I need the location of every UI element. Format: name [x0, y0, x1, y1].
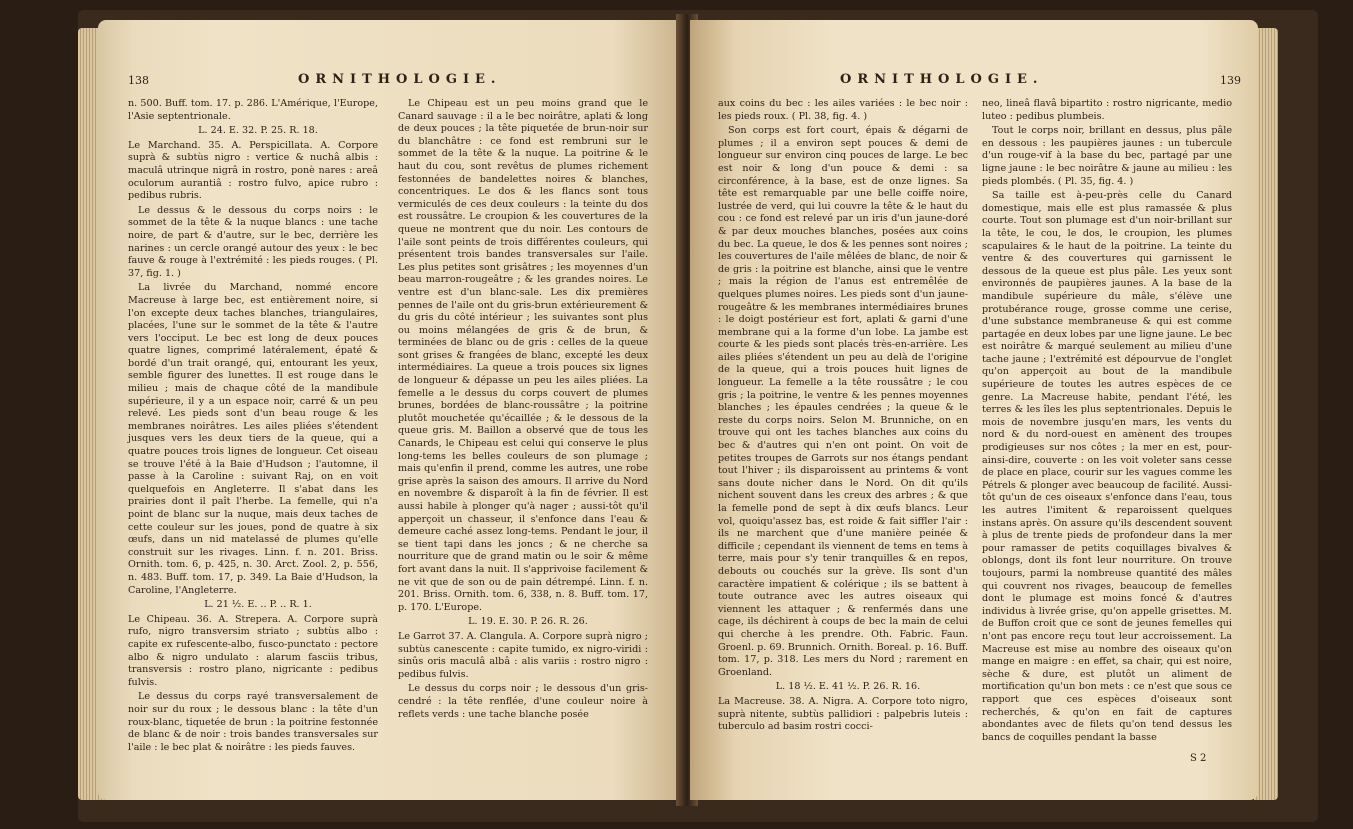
- paragraph: L. 24. E. 32. P. 25. R. 18.: [198, 125, 318, 137]
- paragraph: L. 18 ½. E. 41 ½. P. 26. R. 16.: [775, 681, 921, 693]
- paragraph: Le dessus & le dessous du corps noirs : le sommet de la tête & la nuque blancs : une tache noire, de part & d'autre, sur le bec, derrière les narines : un cercle orangé autour des yeux : le bec fauve & rouge à l'extrémité : les pieds rouges. ( Pl. 37, fig. 1. ): [128, 204, 378, 279]
- paragraph: L. 21 ½. E. .. P. .. R. 1.: [204, 599, 312, 611]
- right-column-1: [718, 98, 968, 736]
- paragraph: Sa taille est à-peu-près celle du Canard domestique, mais elle est plus ramassée & plus courte. Tout son plumage est d'un noir-brillant sur la tête, le cou, le dos, le croupion, les plumes scapulaires & le haut de la poitrine. La teinte du ventre & des couvertures qui garnissent le dessous de la queue est plus pâle. Les yeux sont environnés de paupières jaunes. A la base de la mandibule supérieure du mâle, s'élève une protubérance rouge, grosse comme une cerise, d'une substance membraneuse & qui est comme partagée en deux lobes par une ligne jaune. Le bec est noirâtre & marqué seulement au milieu d'une tache jaune ; l'extrémité est dépourvue de l'onglet qu'on apperçoit au bout de la mandibule supérieure de toutes les autres espèces de ce genre. La Macreuse habite, pendant l'été, les terres & les îles les plus septentrionales. Depuis le mois de novembre jusqu'en mars, les vents du nord & du nord-ouest en amènent des troupes prodigieuses sur nos côtes ; la mer en est, pour-ainsi-dire, couverte : on les voit voleter sans cesse de place en place, courir sur les vagues comme les Pétrels & plonger avec beaucoup de facilité. Aussi-tôt qu'un de ces oiseaux s'enfonce dans l'eau, tous les autres l'imitent & reparoissent quelques instans après. On assure qu'ils descendent souvent à plus de trente pieds de profondeur dans la mer pour ramasser de petits coquillages bivalves & oblongs, dont ils font leur nourriture. On trouve toujours, parmi la nombreuse quantité des mâles qui couvrent nos rivages, beaucoup de femelles dont le plumage est moins foncé & d'autres individus à livrée grise, qu'on appelle grisettes. M. de Buffon croit que ce sont de jeunes femelles qui n'ont pas encore reçu tout leur accroissement. La Macreuse est mise au nombre des oiseaux qu'on mange en maigre : en effet, sa chair, qui est noire, sèche & dure, est plutôt un aliment de mortification qu'un bon mets : ce n'est que sous ce rapport que ces espèces d'oiseaux sont recherchés, & qu'on en fait de captures abondantes avec de filets qu'on tend dessus les bancs de coquilles pendant la basse: [982, 190, 1232, 743]
- signature-mark: S 2: [1190, 753, 1207, 764]
- left-page: [98, 20, 683, 800]
- left-column-1: [128, 98, 378, 756]
- left-column-2: [398, 98, 648, 723]
- paragraph: neo, lineâ flavâ bipartito : rostro nigricante, medio luteo : pedibus plumbeis.: [982, 98, 1232, 122]
- right-column-2: [982, 98, 1232, 746]
- paragraph: Son corps est fort court, épais & dégarni de plumes ; il a environ sept pouces & demi de longueur sur environ cinq pouces de large. Le bec est noir & long d'un pouce & demi : sa circonférence, à la base, est de onze lignes. Sa tête est remarquable par une belle coiffe noire, lustrée de verd, qui lui couvre la tête & le haut du cou : ce fond est relevé par un iris d'un jaune-doré & par deux mouches blanches, posées aux coins du bec. La queue, le dos & les pennes sont noires ; les couvertures de l'aile mêlées de blanc, de noir & de gris : la poitrine est blanche, ainsi que le ventre ; mais la région de l'anus est entremêlée de quelques plumes noires. Les pieds sont d'un jaune-rougeâtre & les membranes intermédiaires brunes : le doigt postérieur est fort, aplati & garni d'une membrane qui a la forme d'un lobe. La jambe est courte & les pieds sont placés très-en-arrière. Les ailes pliées s'étendent un peu au delà de l'origine de la queue, qui a trois pouces huit lignes de longueur. La femelle a la tête roussâtre ; le cou gris ; la poitrine, le ventre & les pennes moyennes blanches ; les épaules cendrées ; la queue & le reste du corps noirs. Selon M. Brunniche, on en trouve qui ont les taches blanches aux coins du bec & d'autres qui n'en ont point. On voit de petites troupes de Garrots sur nos étangs pendant tout l'hiver ; ils disparoissent au printems & vont sans doute nicher dans le Nord. On dit qu'ils nichent souvent dans les creux des arbres ; & que la femelle pond de sept à dix œufs blancs. Leur vol, quoiqu'assez bas, est roide & fait siffler l'air : ils ne marchent que d'une manière peinée & difficile ; cependant ils viennent de tems en tems à terre, mais pour s'y tenir tranquilles & en repos, debouts ou couchés sur la grève. Ils sont d'un caractère impatient & colérique ; ils se battent à toute outrance avec les autres oiseaux qui viennent les attaquer ; & renfermés dans une cage, ils déchirent à coups de bec la main de celui qui cherche à les prendre. Oth. Fabric. Faun. Groenl. p. 69. Brunnich. Ornith. Boreal. p. 16. Buff. tom. 17, p. 318. Les mers du Nord ; rarement en Groenland.: [718, 125, 968, 678]
- paragraph: Le dessus du corps rayé transversalement de noir sur du roux ; le dessous blanc : la tête d'un roux-blanc, tiquetée de brun : la poitrine festonnée de blanc & de noir : trois bandes transversales sur l'aile : le bec plat & noirâtre : les pieds fauves.: [128, 691, 378, 753]
- left-page-number: 138: [128, 74, 149, 87]
- paragraph: Le Marchand. 35. A. Perspicillata. A. Corpore suprà & subtùs nigro : vertice & nuchâ albis : maculâ utrinque nigrâ in rostro, ponè nares : areâ oculorum aurantiâ : rostro fulvo, apice rubro : pedibus rubris.: [128, 139, 378, 202]
- paragraph: Le dessus du corps noir ; le dessous d'un gris-cendré : la tête renflée, d'une couleur noire à reflets verds : une tache blanche posée: [398, 683, 648, 720]
- paragraph: n. 500. Buff. tom. 17. p. 286. L'Amérique, l'Europe, l'Asie septentrionale.: [128, 98, 378, 122]
- paragraph: La livrée du Marchand, nommé encore Macreuse à large bec, est entièrement noire, si l'on excepte deux taches blanches, triangulaires, placées, l'une sur le sommet de la tête & l'autre vers l'occiput. Le bec est long de deux pouces quatre lignes, comprimé latéralement, épaté & bordé d'un trait orangé, qui, entourant les yeux, semble figurer des lunettes. Il est rouge dans le milieu ; mais de chaque côté de la mandibule supérieure, il y a un espace noir, carré & un peu relevé. Les pieds sont d'un beau rouge & les membranes noirâtres. Les ailes pliées s'étendent jusques vers les deux tiers de la queue, qui a quatre pouces trois lignes de longueur. Cet oiseau se trouve l'été à la Baie d'Hudson ; l'automne, il passe à la Caroline : suivant Raj, on en voit quelquefois en Angleterre. Il s'abat dans les prairies dont il paît l'herbe. La femelle, qui n'a point de blanc sur la nuque, mais deux taches de cette couleur sur les joues, pond de quatre à six œufs, dans un nid matelassé de plumes qu'elle construit sur les rivages. Linn. f. n. 201. Briss. Ornith. tom. 6, p. 425, n. 30. Arct. Zool. 2, p. 556, n. 483. Buff. tom. 17, p. 349. La Baie d'Hudson, la Caroline, l'Angleterre.: [128, 282, 378, 596]
- paragraph: L. 19. E. 30. P. 26. R. 26.: [468, 616, 588, 628]
- paragraph: Le Chipeau est un peu moins grand que le Canard sauvage : il a le bec noirâtre, aplati & long de deux pouces ; la tête piquetée de brun-noir sur du blanchâtre : ce fond est rembruni sur le sommet de la tête & la nuque. La poitrine & le haut du cou, sont revêtus de plumes richement festonnées de bandelettes noires & blanches, concentriques. Le dos & les flancs sont tous vermiculés de ces deux couleurs : la teinte du dos est roussâtre. Le croupion & les couvertures de la queue ne montrent que du noir. Les contours de l'aile sont peints de trois différentes couleurs, qui présentent trois bandes transversales sur l'aile. Les plus petites sont grisâtres ; les moyennes d'un beau marron-rougeâtre ; & les grandes noires. Le ventre est d'un blanc-sale. Les dix premières pennes de l'aile ont du gris-brun extérieurement & du gris du côté intérieur ; les suivantes sont plus ou moins mélangées de gris & de brun, & terminées de blanc ou de gris : celles de la queue sont grises & frangées de blanc, excepté les deux intermédiaires. La queue a trois pouces six lignes de longueur & dépasse un peu les ailes pliées. La femelle a le dessus du corps couvert de plumes brunes, bordées de blanc-roussâtre ; la poitrine plutôt mouchetée qu'écaillée ; & le dessous de la queue gris. M. Baillon a observé que de tous les Canards, le Chipeau est celui qui conserve le plus long-tems les belles couleurs de son plumage ; mais qu'enfin il prend, comme les autres, une robe grise après la saison des amours. Il arrive du Nord en novembre & disparoît à la fin de février. Il est aussi habile à plonger qu'à nager ; aussi-tôt qu'il apperçoit un chasseur, il s'enfonce dans l'eau & demeure caché assez long-tems. Pendant le jour, il se tient tapi dans les joncs ; & ne cherche sa nourriture que de grand matin ou le soir & même fort avant dans la nuit. Il s'apprivoise facilement & ne vit que de son ou de pain détrempé. Linn. f. n. 201. Briss. Ornith. tom. 6, 338, n. 8. Buff. tom. 17, p. 170. L'Europe.: [398, 98, 648, 613]
- right-page: [690, 20, 1258, 800]
- right-running-head: ORNITHOLOGIE.: [840, 72, 1044, 87]
- paragraph: La Macreuse. 38. A. Nigra. A. Corpore toto nigro, suprà nitente, subtùs pallidiori : palpebris luteis : tuberculo ad basim rostri cocci-: [718, 695, 968, 733]
- paragraph: Le Garrot 37. A. Clangula. A. Corpore suprà nigro ; subtùs canescente : capite tumido, ex nigro-viridi : sinûs oris maculâ albâ : alis variis : rostro nigro : pedibus fulvis.: [398, 630, 648, 680]
- paragraph: aux coins du bec : les ailes variées : le bec noir : les pieds roux. ( Pl. 38, fig. 4. ): [718, 98, 968, 122]
- paragraph: Tout le corps noir, brillant en dessus, plus pâle en dessous : les paupières jaunes : un tubercule d'un rouge-vif à la base du bec, partagé par une ligne jaune : le bec noirâtre & jaune au milieu : les pieds plombés. ( Pl. 35, fig. 4. ): [982, 125, 1232, 187]
- right-page-number: 139: [1220, 74, 1241, 87]
- left-running-head: ORNITHOLOGIE.: [298, 72, 502, 87]
- paragraph: Le Chipeau. 36. A. Strepera. A. Corpore suprà rufo, nigro transversim striato ; subtùs albo : capite ex rufescente-albo, fusco-punctato : pectore albo & nigro undulato : alarum fasciis tribus, transversis : rostro plano, nigricante : pedibus fulvis.: [128, 613, 378, 688]
